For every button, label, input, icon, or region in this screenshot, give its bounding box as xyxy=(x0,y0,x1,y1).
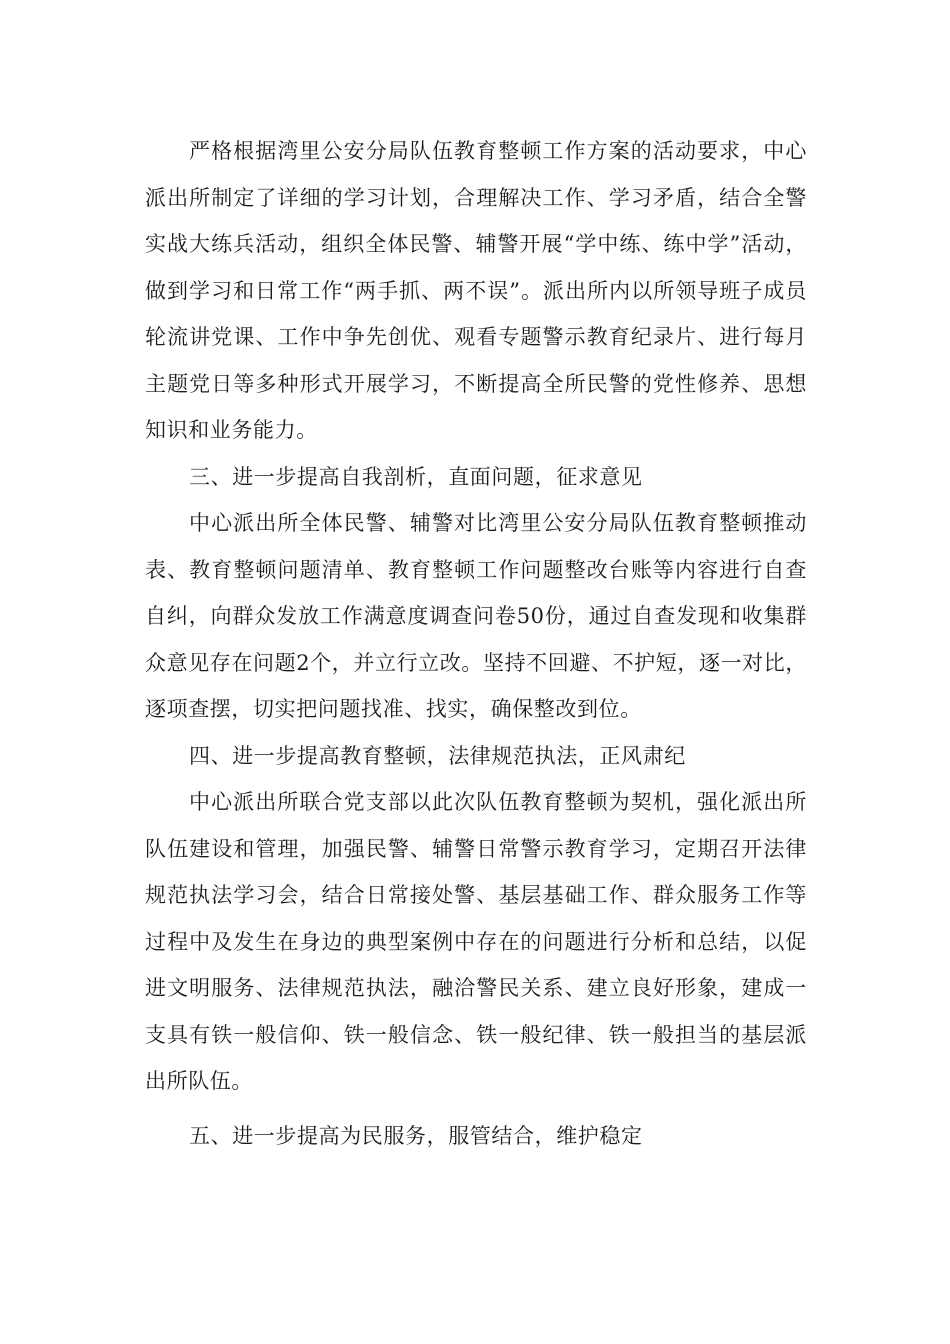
section-heading-5: 五、进一步提高为民服务，服管结合，维护稳定 xyxy=(189,1123,643,1148)
paragraph-self-inspection: 中心派出所全体民警、辅警对比湾里公安分局队伍教育整顿推动表、教育整顿问题清单、教育整顿工作问题整改台账等内容进行自查自纠，向群众发放工作满意度调查问卷50份，通过自查发现和收集群众意见存在问题2个，并立行立改。坚持不回避、不护短，逐一对比，逐项查摆，切实把问题找准、找实，确保整改到位。 xyxy=(145,511,807,721)
document-body xyxy=(145,128,807,1159)
paragraph-study-plan: 严格根据湾里公安分局队伍教育整顿工作方案的活动要求，中心派出所制定了详细的学习计划，合理解决工作、学习矛盾，结合全警实战大练兵活动，组织全体民警、辅警开展“学中练、练中学”活动，做到学习和日常工作“两手抓、两不误”。派出所内以所领导班子成员轮流讲党课、工作中争先创优、观看专题警示教育纪录片、进行每月主题党日等多种形式开展学习，不断提高全所民警的党性修养、思想知识和业务能力。 xyxy=(145,139,807,442)
section-heading-3: 三、进一步提高自我剖析，直面问题，征求意见 xyxy=(189,464,643,489)
paragraph-law-enforcement: 中心派出所联合党支部以此次队伍教育整顿为契机，强化派出所队伍建设和管理，加强民警、辅警日常警示教育学习，定期召开法律规范执法学习会，结合日常接处警、基层基础工作、群众服务工作等过程中及发生在身边的典型案例中存在的问题进行分析和总结，以促进文明服务、法律规范执法，融洽警民关系、建立良好形象，建成一支具有铁一般信仰、铁一般信念、铁一般纪律、铁一般担当的基层派出所队伍。 xyxy=(145,790,807,1093)
section-heading-4: 四、进一步提高教育整顿，法律规范执法，正风肃纪 xyxy=(189,743,686,768)
